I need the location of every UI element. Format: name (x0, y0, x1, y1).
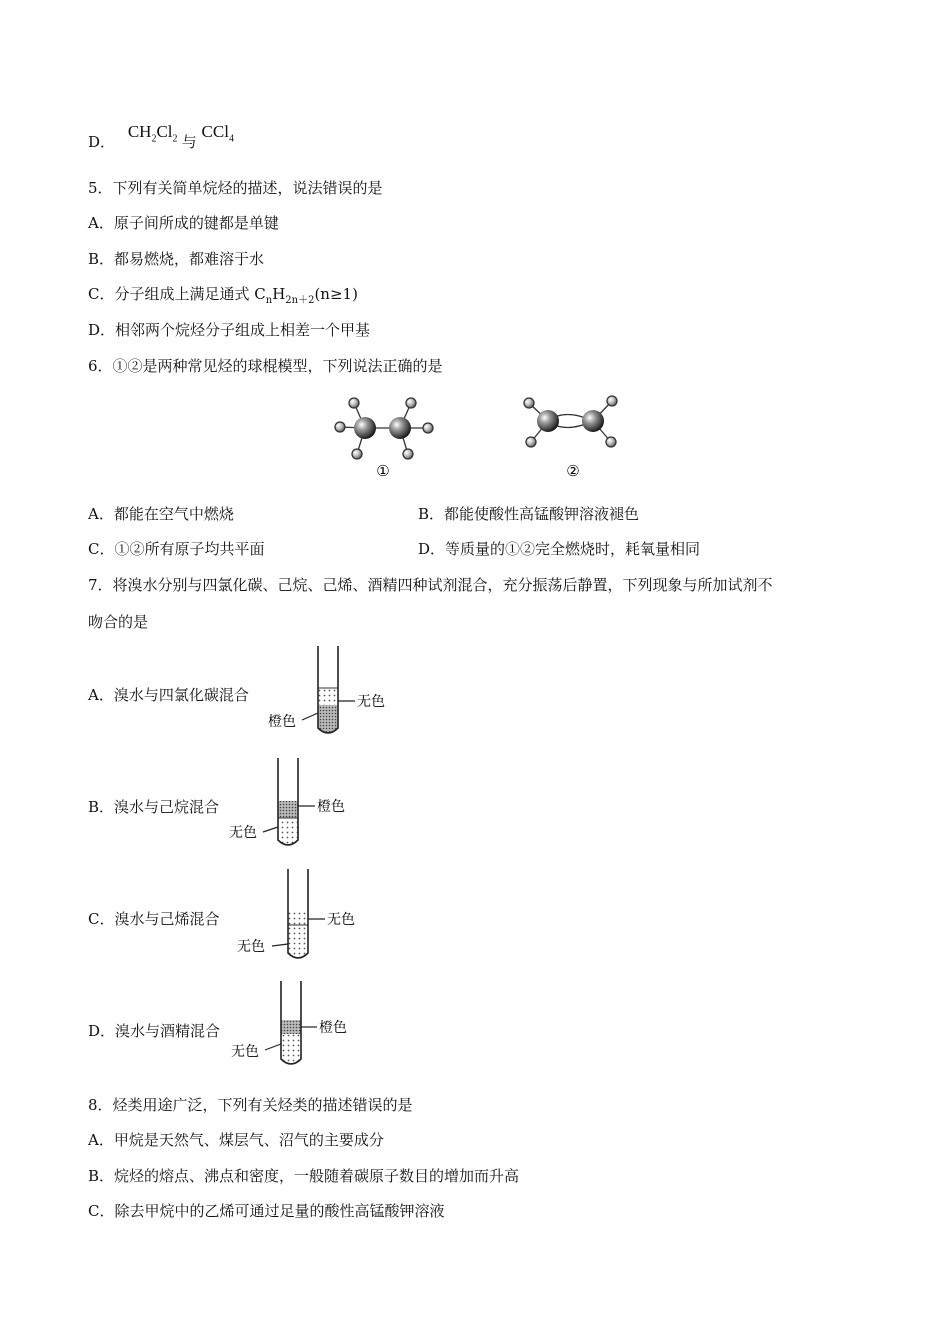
q6-option-d: D．等质量的①②完全燃烧时，耗氧量相同 (418, 540, 701, 558)
q5-option-a: A．原子间所成的键都是单键 (88, 214, 279, 232)
tube-c-upper-label: 无色 (327, 912, 355, 928)
q4-d-formula-ch2cl2: $CH_2Cl_2$ (127, 122, 178, 145)
q7-tube-a (262, 643, 402, 739)
q7-option-c: C．溴水与己烯混合 (88, 910, 220, 928)
q7-tube-d (226, 978, 366, 1074)
q5-option-d: D．相邻两个烷烃分子组成上相差一个甲基 (88, 321, 371, 339)
q6-stem: 6．①②是两种常见烃的球棍模型，下列说法正确的是 (88, 357, 443, 375)
q7-stem-line2: 吻合的是 (88, 613, 149, 631)
q6-ball-stick-models (320, 388, 660, 488)
tube-d-upper-label: 橙色 (319, 1020, 347, 1036)
q7-option-d: D．溴水与酒精混合 (88, 1022, 221, 1040)
q6-option-c: C．①②所有原子均共平面 (88, 540, 265, 558)
q8-option-b: B．烷烃的熔点、沸点和密度，一般随着碳原子数目的增加而升高 (88, 1167, 520, 1185)
q4-option-d (88, 122, 234, 155)
q7-tube-c (232, 866, 372, 966)
q7-tube-b (225, 755, 365, 851)
tube-a-lower-label: 橙色 (268, 714, 296, 730)
q8-option-a: A．甲烷是天然气、煤层气、沼气的主要成分 (88, 1131, 384, 1149)
q6-option-a: A．都能在空气中燃烧 (88, 505, 234, 523)
q7-option-b: B．溴水与己烷混合 (88, 798, 220, 816)
ethylene-model (524, 396, 617, 447)
tube-c-lower-label: 无色 (237, 939, 265, 955)
tube-b-upper-label: 橙色 (317, 799, 345, 815)
ethane-model (335, 398, 433, 459)
tube-a-upper-label: 无色 (357, 694, 385, 710)
q8-stem: 8．烃类用途广泛，下列有关烃类的描述错误的是 (88, 1096, 413, 1114)
q7-stem-line1: 7．将溴水分别与四氯化碳、己烷、己烯、酒精四种试剂混合，充分振荡后静置，下列现象与所加试剂不 (88, 576, 773, 594)
tube-d-lower-label: 无色 (231, 1044, 259, 1060)
q6-option-b: B．都能使酸性高锰酸钾溶液褪色 (418, 505, 640, 523)
q4-d-formula-ccl4: CCl$_4$ (201, 122, 234, 145)
q7-option-a: A．溴水与四氯化碳混合 (88, 686, 249, 704)
model2-label: ② (566, 462, 580, 480)
q5-option-b: B．都易燃烧，都难溶于水 (88, 250, 265, 268)
q5-stem: 5．下列有关简单烷烃的描述，说法错误的是 (88, 179, 383, 197)
tube-b-lower-label: 无色 (229, 825, 257, 841)
q4-d-connector: 与 (181, 133, 197, 151)
model1-label: ① (376, 462, 390, 480)
q4-d-label: D． (88, 133, 116, 151)
q5-option-c: C．分子组成上满足通式 $C_nH_{2n+2}(n\ge 1)$ (88, 285, 358, 306)
q8-option-c: C．除去甲烷中的乙烯可通过足量的酸性高锰酸钾溶液 (88, 1202, 445, 1220)
